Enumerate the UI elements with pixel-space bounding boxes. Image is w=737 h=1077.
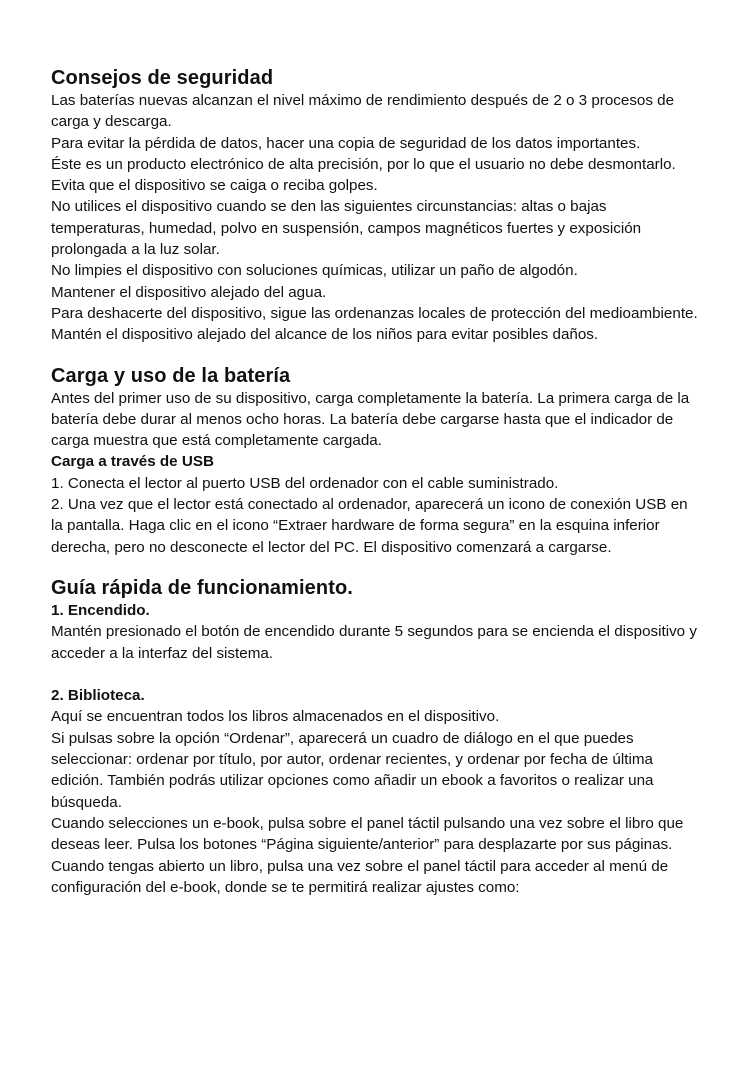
battery-section: [51, 364, 701, 558]
safety-paragraph: Éste es un producto electrónico de alta precisión, por lo que el usuario no debe desmontarlo.: [51, 155, 676, 173]
library-paragraph: Cuando tengas abierto un libro, pulsa una vez sobre el panel táctil para acceder al menú de configuración del e-book, donde se te permitirá realizar ajustes como:: [51, 857, 669, 896]
quickguide-section: [51, 576, 701, 898]
library-paragraph: Aquí se encuentran todos los libros almacenados en el dispositivo.: [51, 708, 500, 726]
library-paragraph: Cuando selecciones un e-book, pulsa sobre el panel táctil pulsando una vez sobre el libro que deseas leer. Pulsa los botones “Página siguiente/anterior” para desplazarte por sus páginas.: [51, 814, 684, 854]
safety-paragraph: Las baterías nuevas alcanzan el nivel máximo de rendimiento después de 2 o 3 procesos de carga y descarga.: [51, 92, 675, 131]
usb-charging-subheading: Carga a través de USB: [51, 453, 214, 471]
safety-paragraph: No limpies el dispositivo con soluciones químicas, utilizar un paño de algodón.: [51, 262, 578, 280]
battery-intro: Antes del primer uso de su dispositivo, carga completamente la batería. La primera carga de la batería debe durar al menos ocho horas. La batería debe cargarse hasta que el indicador de carga muestra que está completamente cargada.: [51, 389, 690, 450]
power-subheading: 1. Encendido.: [51, 601, 150, 619]
paragraph-spacer: [51, 664, 701, 685]
library-subheading: 2. Biblioteca.: [51, 687, 145, 705]
battery-heading: Carga y uso de la batería: [51, 364, 291, 387]
library-paragraph: Si pulsas sobre la opción “Ordenar”, aparecerá un cuadro de diálogo en el que puedes seleccionar: ordenar por título, por autor, ordenar recientes, y ordenar por fecha de última edición. También podrás utilizar opciones como añadir un ebook a favoritos o realizar una búsqueda.: [51, 729, 654, 811]
safety-paragraph: Mantén el dispositivo alejado del alcance de los niños para evitar posibles daños.: [51, 326, 599, 344]
safety-paragraph: Evita que el dispositivo se caiga o reciba golpes.: [51, 177, 378, 195]
safety-paragraph: Para evitar la pérdida de datos, hacer una copia de seguridad de los datos importantes.: [51, 134, 641, 152]
manual-page: [51, 66, 701, 898]
safety-section: [51, 66, 701, 346]
usb-step: 2. Una vez que el lector está conectado al ordenador, aparecerá un icono de conexión USB en la pantalla. Haga clic en el icono “Extraer hardware de forma segura” en la esquina inferior derecha, pero no desconecte el lector del PC. El dispositivo comenzará a cargarse.: [51, 496, 688, 556]
quickguide-heading: Guía rápida de funcionamiento.: [51, 576, 353, 599]
power-text: Mantén presionado el botón de encendido durante 5 segundos para se encienda el dispositivo y acceder a la interfaz del sistema.: [51, 623, 697, 662]
usb-step: 1. Conecta el lector al puerto USB del ordenador con el cable suministrado.: [51, 474, 559, 492]
safety-paragraph: Para deshacerte del dispositivo, sigue las ordenanzas locales de protección del medioambiente.: [51, 304, 698, 322]
safety-heading: Consejos de seguridad: [51, 67, 274, 89]
safety-paragraph: Mantener el dispositivo alejado del agua.: [51, 283, 327, 301]
safety-paragraph: No utilices el dispositivo cuando se den las siguientes circunstancias: altas o bajas temperaturas, humedad, polvo en suspensión, campos magnéticos fuertes y exposición prolongada a la luz solar.: [51, 198, 642, 259]
